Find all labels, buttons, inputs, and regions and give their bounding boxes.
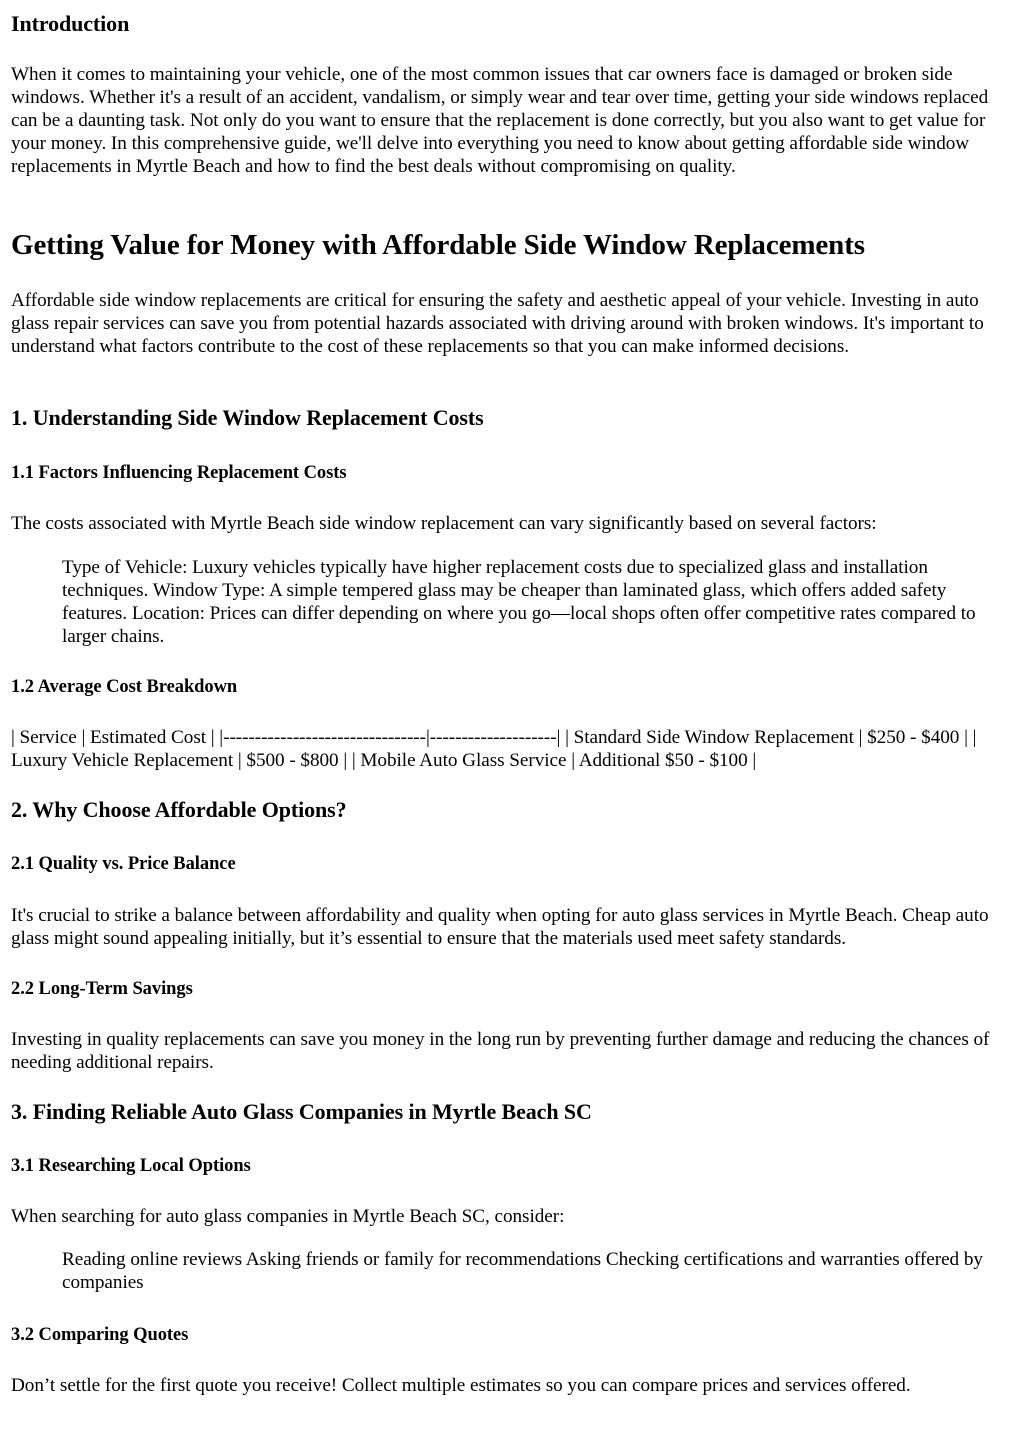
section-1-1-paragraph: The costs associated with Myrtle Beach side window replacement can vary significantly based on several factors:: [11, 513, 877, 534]
cost-table-text: | Service | Estimated Cost | |--------------------------------|--------------------| | Standard Side Window Replacement | $250 - $400 | | Luxury Vehicle Replacement | $500 - $800 | | Mobile Auto Glass Service | Additional $50 - $100 |: [11, 727, 977, 771]
section-2-1-paragraph: It's crucial to strike a balance between affordability and quality when opting for auto glass services in Myrtle Beach. Cheap auto glass might sound appealing initially, but it’s essential to ensure that the materials used meet safety standards.: [11, 905, 989, 949]
section-1-1-list: Type of Vehicle: Luxury vehicles typically have higher replacement costs due to specialized glass and installation techniques. Window Type: A simple tempered glass may be cheaper than laminated glass, which offers added safety features. Location: Prices can differ depending on where you go—local shops often offer competitive rates compared to larger chains.: [62, 557, 976, 647]
intro-heading: Introduction: [11, 11, 130, 36]
section-1-1-heading: 1.1 Factors Influencing Replacement Costs: [11, 463, 347, 483]
section-2-1-heading: 2.1 Quality vs. Price Balance: [11, 854, 236, 874]
section-3-2-paragraph: Don’t settle for the first quote you receive! Collect multiple estimates so you can compare prices and services offered.: [11, 1375, 911, 1396]
section-1-heading: 1. Understanding Side Window Replacement Costs: [11, 405, 484, 430]
section-3-1-heading: 3.1 Researching Local Options: [11, 1156, 251, 1176]
section-3-2-heading: 3.2 Comparing Quotes: [11, 1325, 189, 1345]
section-3-1-paragraph: When searching for auto glass companies in Myrtle Beach SC, consider:: [11, 1206, 565, 1227]
section-2-2-heading: 2.2 Long-Term Savings: [11, 979, 193, 999]
intro-paragraph: When it comes to maintaining your vehicle, one of the most common issues that car owners face is damaged or broken side windows. Whether it's a result of an accident, vandalism, or simply wear and tear over time, getting your side windows replaced can be a daunting task. Not only do you want to ensure that the replacement is done correctly, but you also want to get value for your money. In this comprehensive guide, we'll delve into everything you need to know about getting affordable side window replacements in Myrtle Beach and how to find the best deals without compromising on quality.: [11, 64, 989, 177]
section-3-1-list: Reading online reviews Asking friends or family for recommendations Checking certifications and warranties offered by companies: [62, 1249, 983, 1293]
section-3-heading: 3. Finding Reliable Auto Glass Companies in Myrtle Beach SC: [11, 1099, 592, 1124]
section-2-heading: 2. Why Choose Affordable Options?: [11, 797, 347, 822]
section-1-2-heading: 1.2 Average Cost Breakdown: [11, 677, 238, 697]
main-title: Getting Value for Money with Affordable Side Window Replacements: [11, 229, 865, 261]
main-paragraph: Affordable side window replacements are critical for ensuring the safety and aesthetic appeal of your vehicle. Investing in auto glass repair services can save you from potential hazards associated with driving around with broken windows. It's important to understand what factors contribute to the cost of these replacements so that you can make informed decisions.: [11, 290, 984, 357]
section-2-2-paragraph: Investing in quality replacements can save you money in the long run by preventing further damage and reducing the chances of needing additional repairs.: [11, 1029, 990, 1073]
